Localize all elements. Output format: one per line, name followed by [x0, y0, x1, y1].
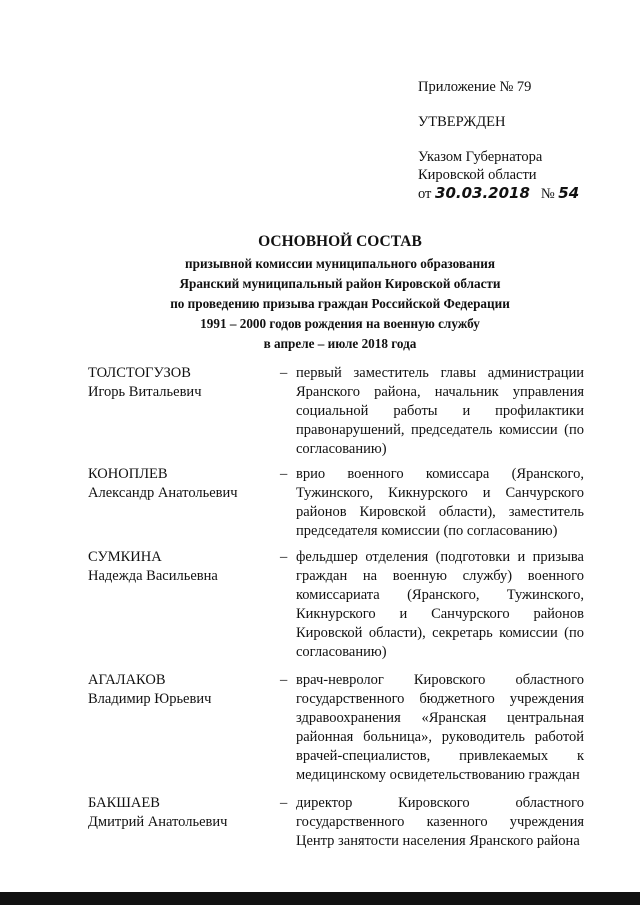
dash: – [280, 466, 288, 482]
member-description: врач-невролог Кировского областного государственного бюджетного учреждения здравоохранения «Яранская центральная районная больница», руководитель работой врачей-специалистов, привлекаемых к медицинскому освидетельствованию граждан [296, 672, 584, 783]
member-given-name: Владимир Юрьевич [88, 691, 212, 707]
member-surname: АГАЛАКОВ [88, 672, 166, 688]
member-name [88, 465, 278, 503]
document-title: ОСНОВНОЙ СОСТАВ [258, 233, 422, 250]
subtitle-line-1: призывной комиссии муниципального образования [185, 256, 495, 271]
approval-header [418, 78, 579, 203]
number-prefix: № [540, 186, 555, 202]
appendix-number: Приложение № 79 [418, 79, 532, 95]
date-prefix: от [418, 186, 432, 202]
member-surname: БАКШАЕВ [88, 795, 160, 811]
member-description: фельдшер отделения (подготовки и призыва граждан на военную службу) военного комиссариата (Яранского, Тужинского, Кикнурского и Санчурского районов Кировской области), секретарь комиссии (по согласованию) [296, 549, 584, 660]
member-name [88, 364, 278, 402]
member-description: директор Кировского областного государственного казенного учреждения Центр занятости населения Яранского района [296, 795, 584, 849]
dash: – [280, 549, 288, 565]
member-given-name: Александр Анатольевич [88, 485, 238, 501]
dash: – [280, 672, 288, 688]
member-description: первый заместитель главы администрации Яранского района, начальник управления социальной работы и профилактики правонарушений, председатель комиссии (по согласованию) [296, 365, 584, 457]
scan-edge-bar [0, 892, 640, 905]
subtitle-line-5: в апреле – июле 2018 года [263, 336, 417, 351]
member-given-name: Надежда Васильевна [88, 568, 218, 584]
member-surname: КОНОПЛЕВ [88, 466, 168, 482]
approved-label: УТВЕРЖДЕН [418, 114, 506, 130]
handwritten-date: 30.03.2018 [435, 184, 530, 202]
member-given-name: Игорь Витальевич [88, 384, 202, 400]
handwritten-number: 54 [558, 184, 580, 202]
subtitle-line-2: Яранский муниципальный район Кировской области [179, 276, 501, 291]
member-surname: ТОЛСТОГУЗОВ [88, 365, 191, 381]
dash: – [280, 795, 288, 811]
member-name [88, 671, 278, 709]
member-surname: СУМКИНА [88, 549, 162, 565]
document-title-block [60, 232, 620, 354]
member-name [88, 794, 278, 832]
member-name [88, 548, 278, 586]
decree-line-1: Указом Губернатора [418, 149, 543, 165]
decree-line-2: Кировской области [418, 167, 537, 183]
subtitle-line-3: по проведению призыва граждан Российской Федерации [170, 296, 510, 311]
dash: – [280, 365, 288, 381]
member-given-name: Дмитрий Анатольевич [88, 814, 228, 830]
decree-date-line [418, 184, 579, 203]
member-description: врио военного комиссара (Яранского, Тужинского, Кикнурского и Санчурского районов Кировской области), заместитель председателя комиссии (по согласованию) [296, 466, 584, 539]
subtitle-line-4: 1991 – 2000 годов рождения на военную службу [200, 316, 480, 331]
